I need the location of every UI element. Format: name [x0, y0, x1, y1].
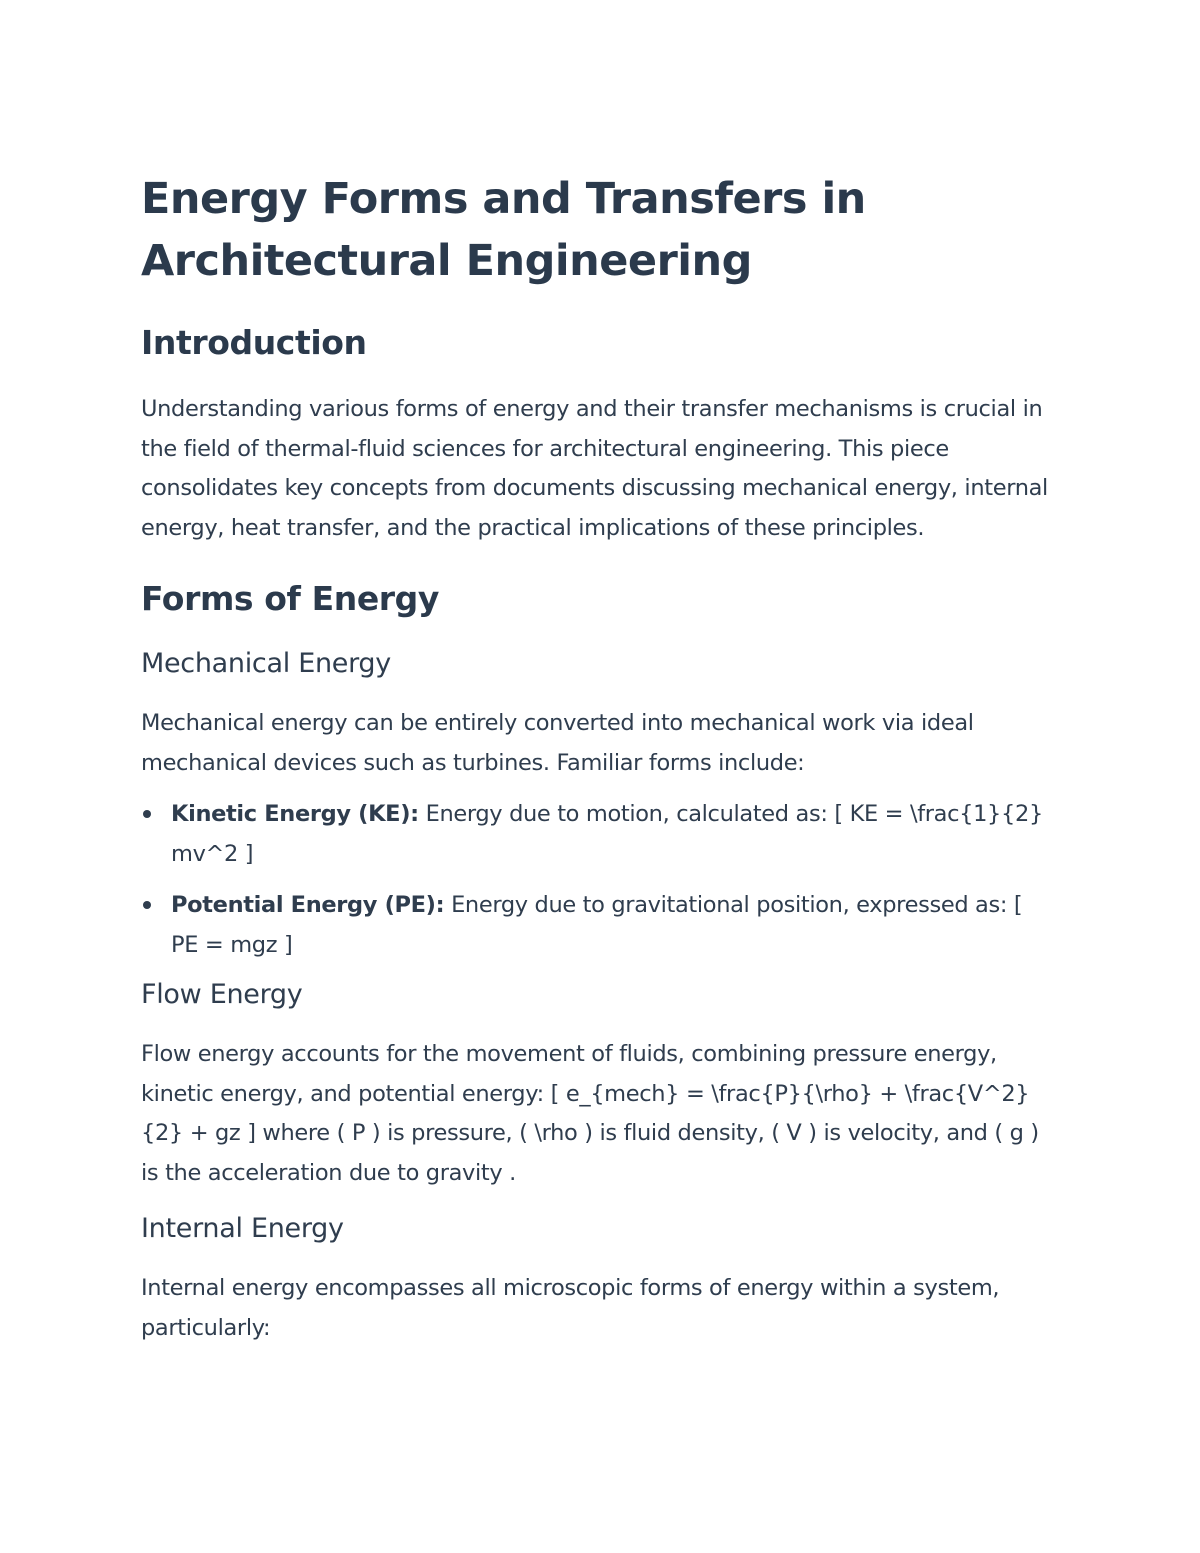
mechanical-energy-list — [141, 795, 1051, 965]
introduction-paragraph: Understanding various forms of energy and their transfer mechanisms is crucial in the field of thermal-fluid sciences for architectural engineering. This piece consolidates key concepts from documents discussing mechanical energy, internal energy, heat transfer, and the practical implications of these principles. — [141, 396, 1048, 541]
mechanical-energy-heading: Mechanical Energy — [141, 648, 391, 679]
list-item-potential-energy — [141, 886, 1051, 965]
introduction-heading: Introduction — [141, 323, 367, 362]
list-item-text: Energy due to motion, calculated as: [ KE = \frac{1}{2} mv^2 ] — [171, 801, 1043, 867]
list-item-term: Kinetic Energy (KE): — [171, 801, 419, 827]
internal-energy-paragraph: Internal energy encompasses all microscopic forms of energy within a system, particularly: — [141, 1275, 1000, 1341]
flow-energy-heading: Flow Energy — [141, 979, 303, 1010]
bullet-icon — [143, 901, 151, 909]
bullet-icon — [143, 810, 151, 818]
list-item-text: Energy due to gravitational position, expressed as: [ PE = mgz ] — [171, 892, 1023, 958]
document-title: Energy Forms and Transfers in Architectural Engineering — [141, 174, 866, 286]
list-item-kinetic-energy — [141, 795, 1051, 874]
mechanical-energy-paragraph: Mechanical energy can be entirely converted into mechanical work via ideal mechanical devices such as turbines. Familiar forms include: — [141, 710, 974, 776]
internal-energy-heading: Internal Energy — [141, 1213, 344, 1244]
document-page — [141, 168, 1051, 1348]
forms-of-energy-heading: Forms of Energy — [141, 579, 440, 618]
list-item-term: Potential Energy (PE): — [171, 892, 445, 918]
flow-energy-paragraph: Flow energy accounts for the movement of fluids, combining pressure energy, kinetic energy, and potential energy: [ e_{mech} = \frac{P}{\rho} + \frac{V^2}{2} + gz ] where ( P ) is pressure, ( \rho ) is fluid density, ( V ) is velocity, and ( g ) is the acceleration due to gravity . — [141, 1041, 1039, 1186]
